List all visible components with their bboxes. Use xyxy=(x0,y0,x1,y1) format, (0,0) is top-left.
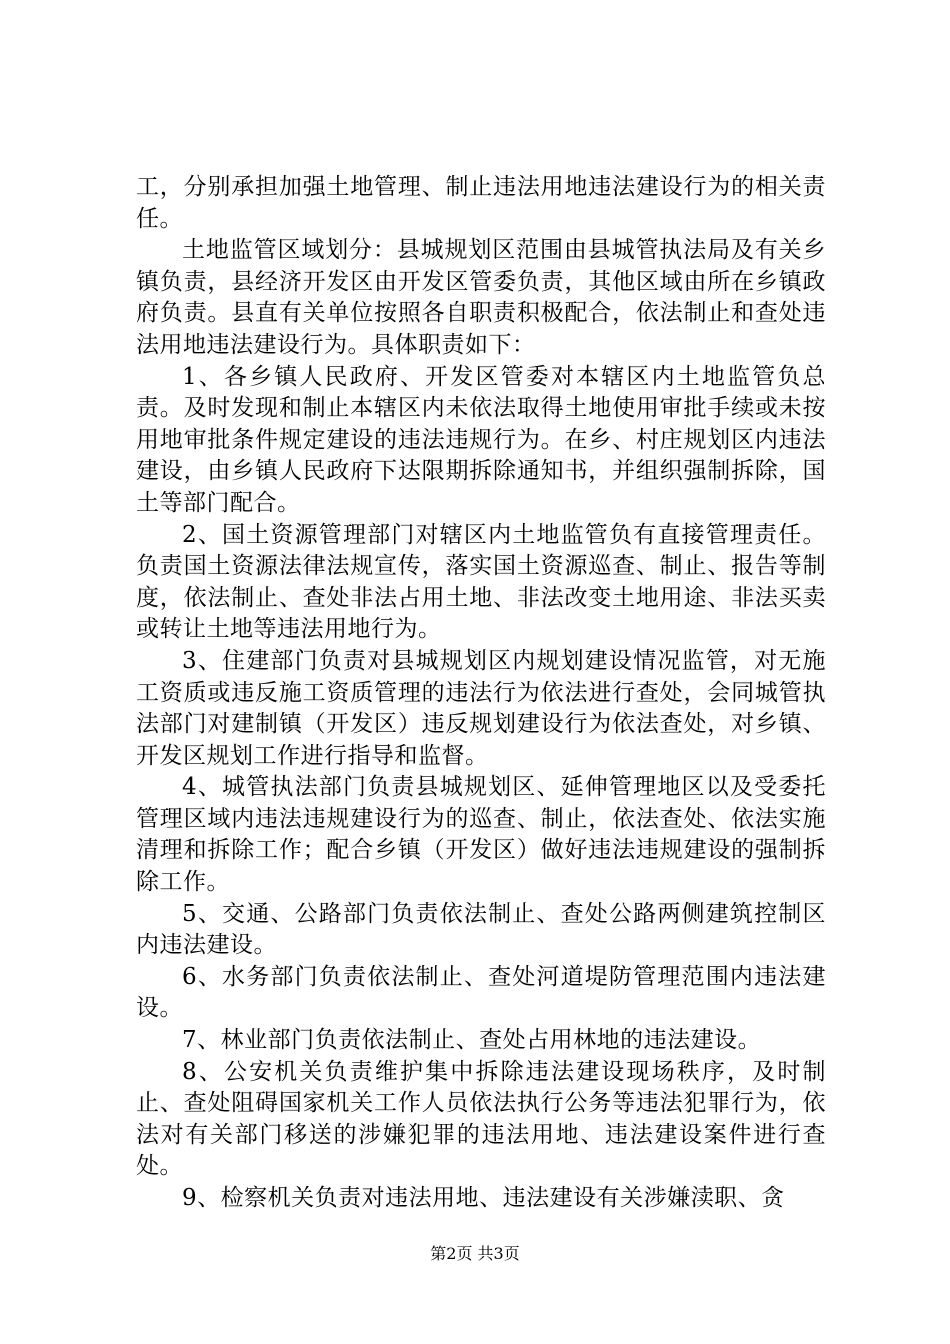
paragraph-duty-3: 3、住建部门负责对县城规划区内规划建设情况监管，对无施工资质或违反施工资质管理的违法行为依法进行查处，会同城管执法部门对建制镇（开发区）违反规划建设行为依法查处，对乡镇、开发区规划工作进行指导和监督。 xyxy=(136,647,826,769)
paragraph-land-supervision-division: 土地监管区域划分：县城规划区范围由县城管执法局及有关乡镇负责，县经济开发区由开发区管委负责，其他区域由所在乡镇政府负责。县直有关单位按照各自职责积极配合，依法制止和查处违法用地违法建设行为。具体职责如下： xyxy=(136,237,826,358)
page-number-footer: 第2页 共3页 xyxy=(430,1244,520,1263)
paragraph-continuation: 工，分别承担加强土地管理、制止违法用地违法建设行为的相关责任。 xyxy=(136,174,826,232)
paragraph-duty-9: 9、检察机关负责对违法用地、违法建设有关涉嫌渎职、贪 xyxy=(182,1185,785,1211)
paragraph-duty-4: 4、城管执法部门负责县城规划区、延伸管理地区以及受委托管理区域内违法违规建设行为的巡查、制止，依法查处、依法实施清理和拆除工作；配合乡镇（开发区）做好违法违规建设的强制拆除工作。 xyxy=(136,774,826,896)
paragraph-duty-1: 1、各乡镇人民政府、开发区管委对本辖区内土地监管负总责。及时发现和制止本辖区内未依法取得土地使用审批手续或未按用地审批条件规定建设的违法违规行为。在乡、村庄规划区内违法建设，由乡镇人民政府下达限期拆除通知书，并组织强制拆除，国土等部门配合。 xyxy=(136,363,826,516)
paragraph-duty-2: 2、国土资源管理部门对辖区内土地监管负有直接管理责任。负责国土资源法律法规宣传，落实国土资源巡查、制止、报告等制度，依法制止、查处非法占用土地、非法改变土地用途、非法买卖或转让土地等违法用地行为。 xyxy=(136,521,826,643)
paragraph-duty-7: 7、林业部门负责依法制止、查处占用林地的违法建设。 xyxy=(182,1027,762,1054)
paragraph-duty-6: 6、水务部门负责依法制止、查处河道堤防管理范围内违法建设。 xyxy=(136,963,826,1022)
paragraph-duty-8: 8、公安机关负责维护集中拆除违法建设现场秩序，及时制止、查处阻碍国家机关工作人员依法执行公务等违法犯罪行为，依法对有关部门移送的涉嫌犯罪的违法用地、违法建设案件进行查处。 xyxy=(136,1058,826,1180)
document-body xyxy=(136,172,826,1215)
paragraph-duty-5: 5、交通、公路部门负责依法制止、查处公路两侧建筑控制区内违法建设。 xyxy=(136,900,826,959)
